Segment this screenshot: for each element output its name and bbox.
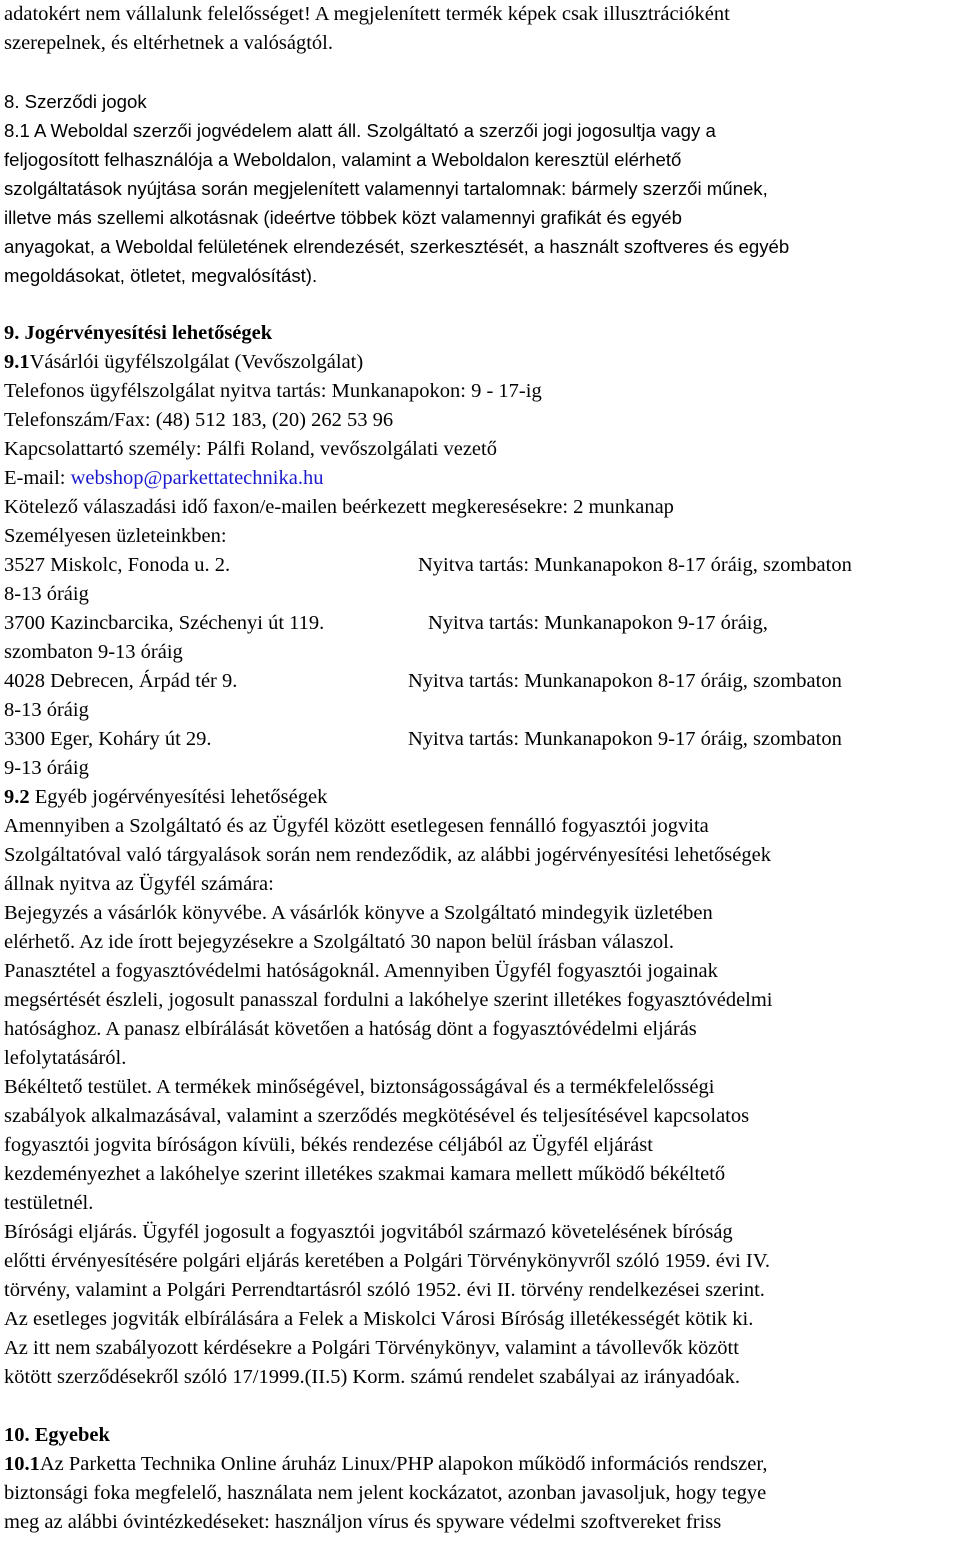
text-line: Szolgáltatóval való tárgyalások során nem rendeződik, az alábbi jogérvényesítési lehetőségek (4, 844, 771, 866)
text-line: biztonsági foka megfelelő, használata nem jelent kockázatot, azonban javasoljuk, hogy tegye (4, 1482, 767, 1504)
text-line: elérhető. Az ide írott bejegyzésekre a Szolgáltató 30 napon belül írásban válaszol. (4, 931, 674, 953)
store-hours: Nyitva tartás: Munkanapokon 8-17 óráig, szombaton (418, 554, 852, 576)
store-row (4, 551, 958, 580)
store-hours-cont: 9-13 óráig (4, 757, 89, 779)
text-line: meg az alábbi óvintézkedéseket: használjon vírus és spyware védelmi szoftvereket friss (4, 1511, 722, 1533)
subsection-title: Egyéb jogérvényesítési lehetőségek (29, 786, 328, 808)
subsection-9-1-title (4, 348, 958, 377)
text-line (4, 1450, 958, 1479)
subsection-number: 9.2 (4, 786, 30, 808)
text-line: kötött szerződésekről szóló 17/1999.(II.5) Korm. számú rendelet szabályai az irányadóak. (4, 1366, 741, 1388)
text-line: állnak nyitva az Ügyfél számára: (4, 873, 274, 895)
email-label: E-mail: (4, 467, 71, 489)
phone-hours: Telefonos ügyfélszolgálat nyitva tartás: Munkanapokon: 9 - 17-ig (4, 380, 542, 402)
store-hours-cont: 8-13 óráig (4, 699, 89, 721)
text-content: Az Parketta Technika Online áruház Linux/PHP alapokon működő információs rendszer, (39, 1453, 768, 1475)
stores-label: Személyesen üzleteinkben: (4, 525, 227, 547)
text-line: anyagokat, a Weboldal felületének elrendezését, szerkesztését, a használt szoftveres és egyéb (4, 236, 790, 257)
document-page (4, 0, 958, 1537)
store-hours: Nyitva tartás: Munkanapokon 8-17 óráig, szombaton (408, 670, 842, 692)
section-10-heading: 10. Egyebek (4, 1424, 110, 1446)
contact-person: Kapcsolattartó személy: Pálfi Roland, vevőszolgálati vezető (4, 438, 497, 460)
store-row (4, 667, 958, 696)
text-line: adatokért nem vállalunk felelősséget! A megjelenített termék képek csak illusztrációként (4, 3, 730, 25)
text-line: szerepelnek, és eltérhetnek a valóságtól. (4, 32, 333, 54)
section-8-heading: 8. Szerződi jogok (4, 91, 147, 112)
store-address: 3300 Eger, Koháry út 29. (4, 728, 212, 750)
response-time: Kötelező válaszadási idő faxon/e-mailen beérkezett megkeresésekre: 2 munkanap (4, 496, 674, 518)
text-line: Amennyiben a Szolgáltató és az Ügyfél között esetlegesen fennálló fogyasztói jogvita (4, 815, 709, 837)
paragraph-gap (4, 58, 958, 87)
text-line: 8.1 A Weboldal szerzői jogvédelem alatt áll. Szolgáltató a szerzői jogi jogosultja vagy a (4, 120, 716, 141)
text-line: Bejegyzés a vásárlók könyvébe. A vásárlók könyve a Szolgáltató mindegyik üzletében (4, 902, 713, 924)
subsection-number: 10.1 (4, 1453, 40, 1475)
text-line: kezdeményezhet a lakóhelye szerint illetékes szakmai kamara mellett működő békéltető (4, 1163, 726, 1185)
store-hours: Nyitva tartás: Munkanapokon 9-17 óráig, (428, 612, 768, 634)
subsection-title: Vásárlói ügyfélszolgálat (Vevőszolgálat) (29, 351, 364, 373)
store-hours: Nyitva tartás: Munkanapokon 9-17 óráig, szombaton (408, 728, 842, 750)
text-line: előtti érvényesítésére polgári eljárás keretében a Polgári Törvénykönyvről szóló 1959. évi IV. (4, 1250, 771, 1272)
phone-fax: Telefonszám/Fax: (48) 512 183, (20) 262 53 96 (4, 409, 394, 431)
text-line: szolgáltatások nyújtása során megjelenített valamennyi tartalomnak: bármely szerzői műnek, (4, 178, 768, 199)
text-line: Az itt nem szabályozott kérdésekre a Polgári Törvénykönyv, valamint a távollevők között (4, 1337, 739, 1359)
paragraph-gap (4, 1392, 958, 1421)
store-row (4, 725, 958, 754)
text-line: feljogosított felhasználója a Weboldalon, valamint a Weboldalon keresztül elérhető (4, 149, 682, 170)
text-line: szabályok alkalmazásával, valamint a szerződés megkötésével és teljesítésével kapcsolatos (4, 1105, 750, 1127)
text-line: lefolytatásáról. (4, 1047, 127, 1069)
text-line: Bírósági eljárás. Ügyfél jogosult a fogyasztói jogvitából származó követelésének bíróság (4, 1221, 733, 1243)
text-line: testületnél. (4, 1192, 94, 1214)
text-line: Az esetleges jogviták elbírálására a Felek a Miskolci Városi Bíróság illetékességét kötik ki. (4, 1308, 754, 1330)
store-address: 3700 Kazincbarcika, Széchenyi út 119. (4, 612, 325, 634)
store-address: 3527 Miskolc, Fonoda u. 2. (4, 554, 231, 576)
subsection-9-2-title (4, 783, 958, 812)
store-row (4, 609, 958, 638)
text-line: Békéltető testület. A termékek minőségével, biztonságosságával és a termékfelelősségi (4, 1076, 715, 1098)
email-link[interactable]: webshop@parkettatechnika.hu (70, 467, 324, 489)
paragraph-gap (4, 290, 958, 319)
store-hours-cont: szombaton 9-13 óráig (4, 641, 183, 663)
text-line: illetve más szellemi alkotásnak (ideértve többek közt valamennyi grafikát és egyéb (4, 207, 682, 228)
subsection-number: 9.1 (4, 351, 30, 373)
text-line: törvény, valamint a Polgári Perrendtartásról szóló 1952. évi II. törvény rendelkezései szerint. (4, 1279, 765, 1301)
text-line: fogyasztói jogvita bíróságon kívüli, békés rendezése céljából az Ügyfél eljárást (4, 1134, 653, 1156)
text-line: Panasztétel a fogyasztóvédelmi hatóságoknál. Amennyiben Ügyfél fogyasztói jogainak (4, 960, 718, 982)
text-line: hatósághoz. A panasz elbírálását követően a hatóság dönt a fogyasztóvédelmi eljárás (4, 1018, 697, 1040)
email-line (4, 464, 958, 493)
text-line: megoldásokat, ötletet, megvalósítást). (4, 265, 318, 286)
section-9-heading: 9. Jogérvényesítési lehetőségek (4, 322, 273, 344)
store-hours-cont: 8-13 óráig (4, 583, 89, 605)
store-address: 4028 Debrecen, Árpád tér 9. (4, 670, 238, 692)
text-line: megsértését észleli, jogosult panasszal fordulni a lakóhelye szerint illetékes fogyasztóvédelmi (4, 989, 773, 1011)
